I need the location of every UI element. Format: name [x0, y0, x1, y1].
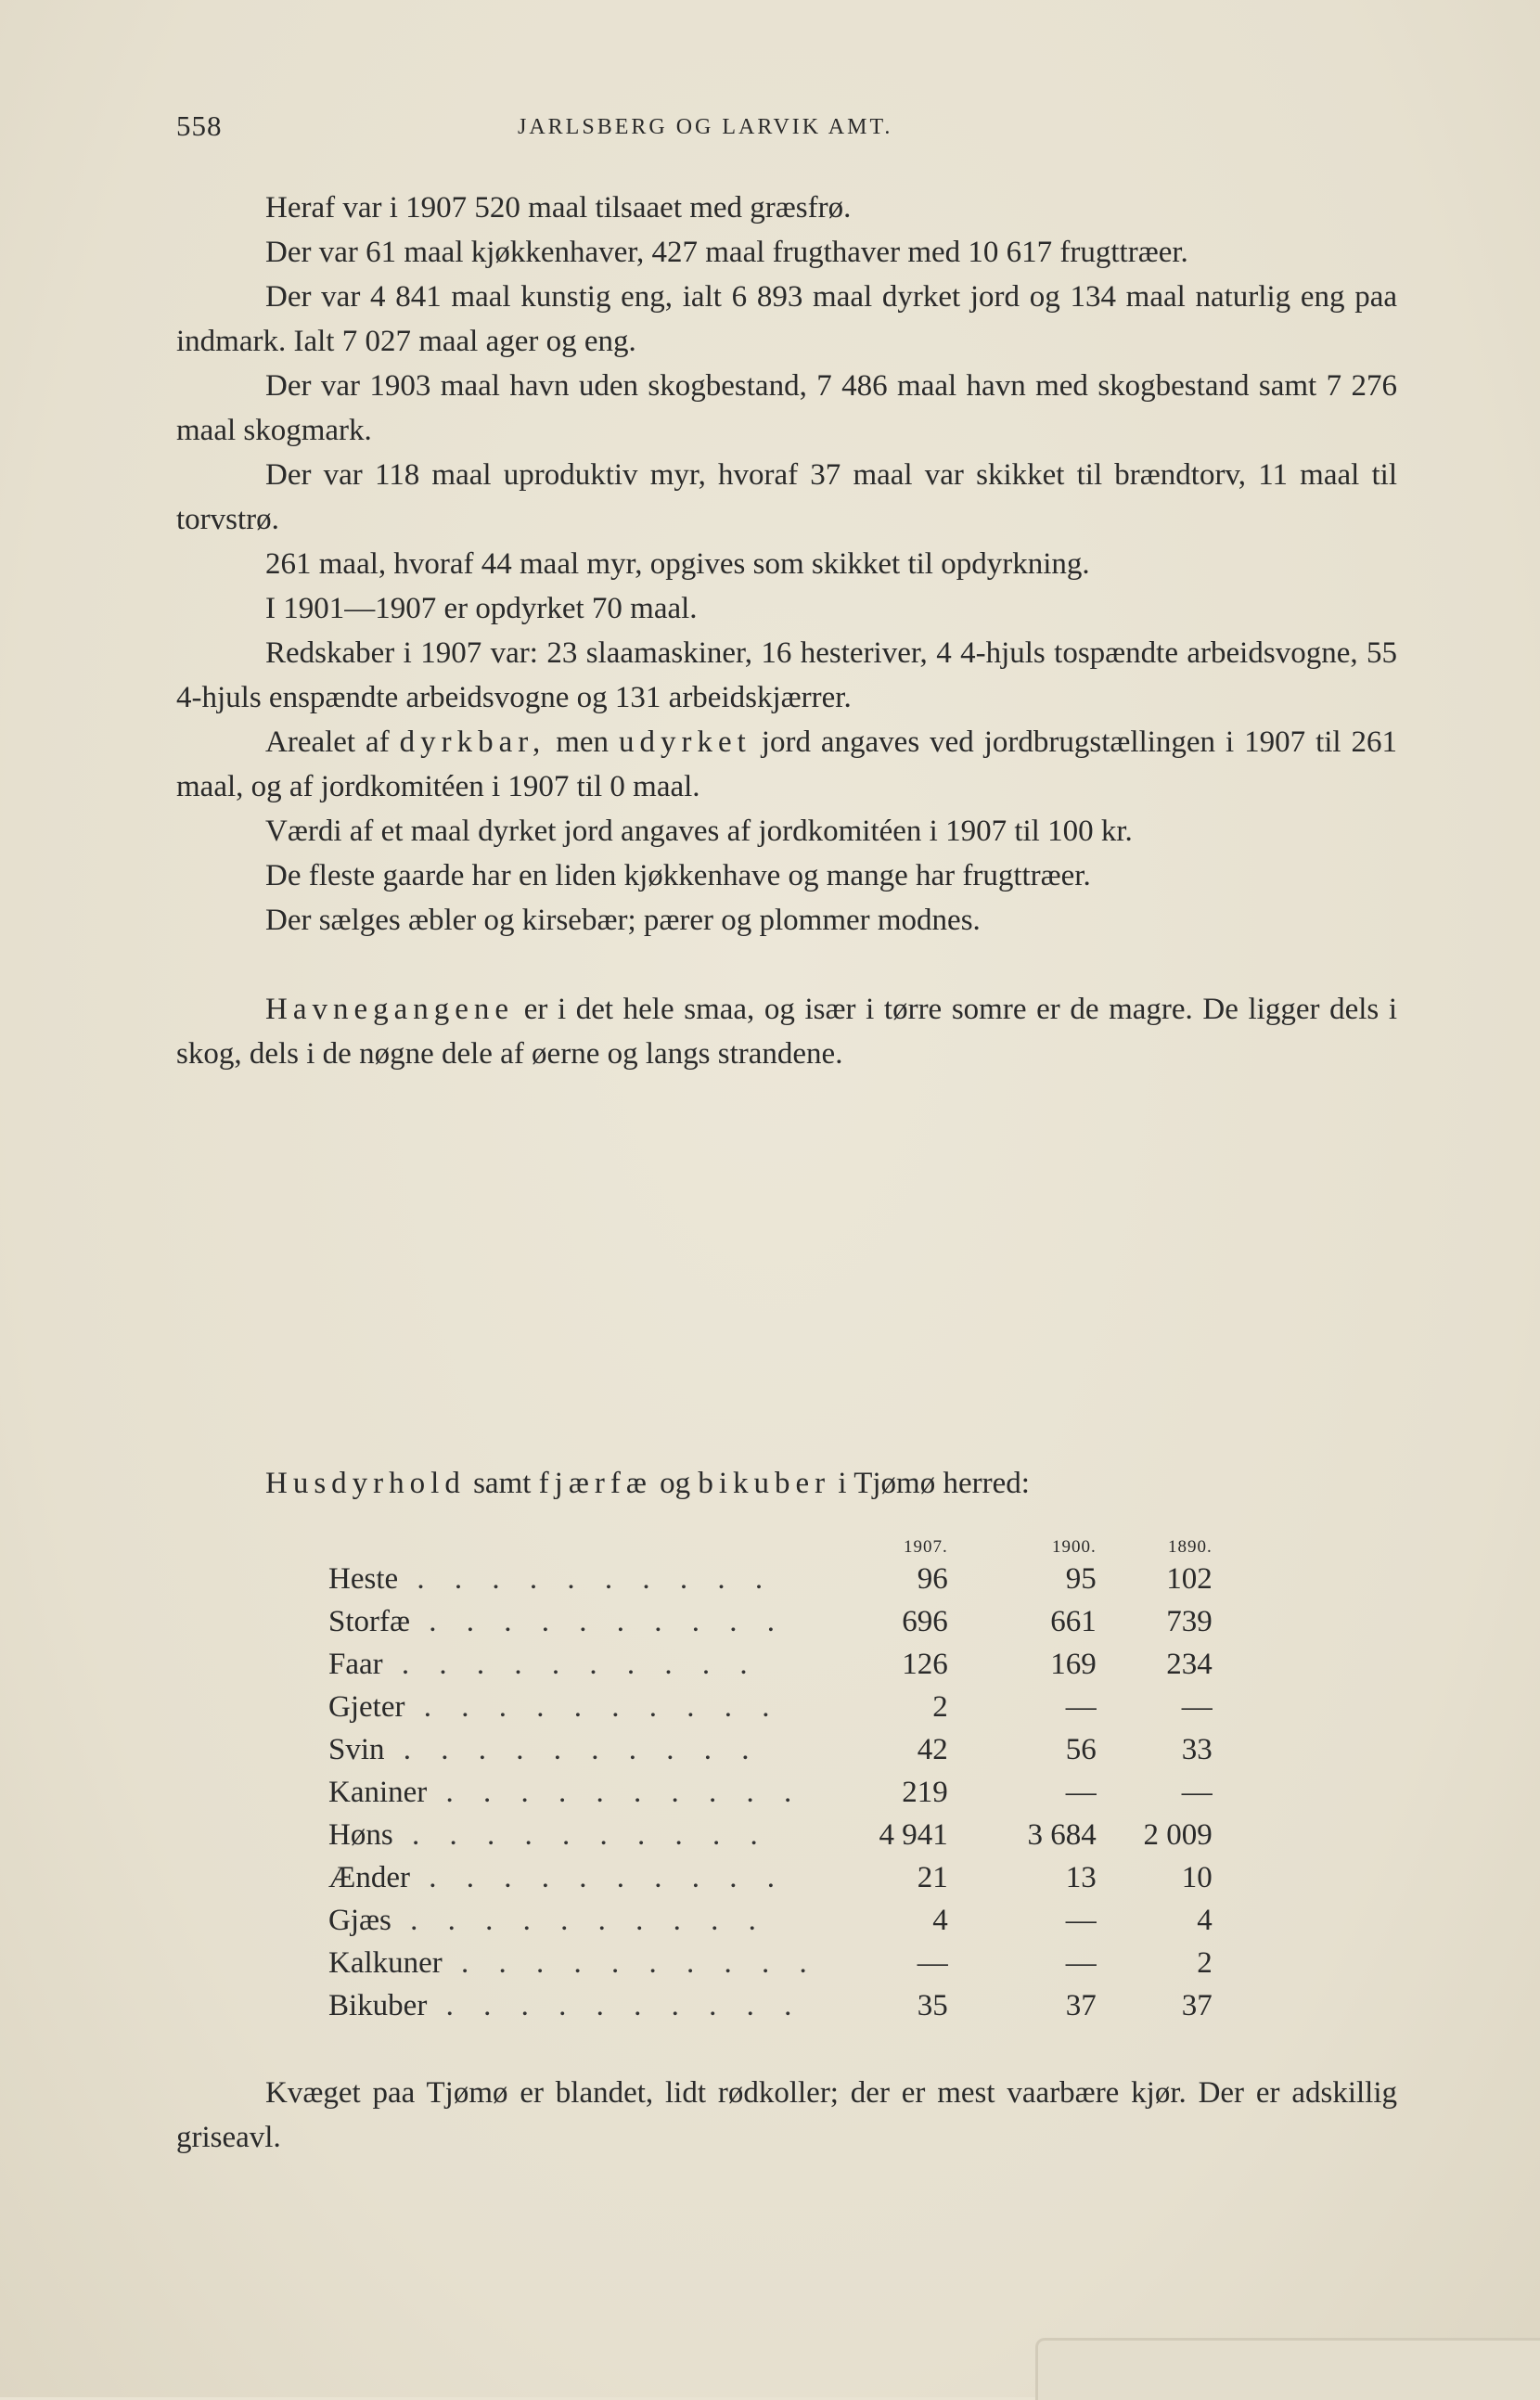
table-row: [328, 1984, 1213, 2027]
cell-1900: —: [1065, 1775, 1097, 1809]
cell-1890: 234: [1166, 1647, 1213, 1681]
body-text: [176, 186, 1397, 1076]
cell-1900: —: [1065, 1903, 1097, 1937]
row-label: Kalkuner: [328, 1945, 443, 1980]
table-row: [328, 1856, 1213, 1899]
row-label: Ænder: [328, 1860, 410, 1894]
cell-1900: 661: [1050, 1604, 1097, 1638]
cell-1900: 169: [1050, 1647, 1097, 1681]
row-label-cell: Gjæs . . . . . . . . . .: [328, 1903, 767, 1937]
table-header-row: [328, 1528, 1213, 1558]
table-row: [328, 1899, 1213, 1942]
row-label: Kaniner: [328, 1775, 428, 1809]
cell-1900: —: [1065, 1945, 1097, 1980]
row-label: Høns: [328, 1817, 393, 1852]
cell-1907: 4 941: [879, 1817, 948, 1852]
table-row: [328, 1600, 1213, 1643]
row-label-cell: Svin . . . . . . . . . .: [328, 1732, 761, 1766]
row-label-cell: Kalkuner . . . . . . . . . .: [328, 1945, 818, 1980]
cell-1907: 696: [902, 1604, 948, 1638]
cell-1900: 13: [1065, 1860, 1097, 1894]
row-label: Gjeter: [328, 1689, 405, 1724]
row-label: Svin: [328, 1732, 385, 1766]
row-label: Storfæ: [328, 1604, 411, 1638]
livestock-table: [328, 1528, 1213, 2027]
cell-1907: 126: [902, 1647, 948, 1681]
page-edge-shadow: [1035, 2338, 1540, 2400]
row-label-cell: Gjeter . . . . . . . . . .: [328, 1689, 781, 1724]
closing-text: [176, 2071, 1397, 2160]
table-row: [328, 1643, 1213, 1686]
row-label-cell: Bikuber . . . . . . . . . .: [328, 1988, 803, 2022]
paragraph: Værdi af et maal dyrket jord angaves af jordkomitéen i 1907 til 100 kr.: [265, 815, 1133, 848]
table-row: [328, 1728, 1213, 1771]
page-number: 558: [176, 109, 223, 142]
paragraph-havnegangene: Havnegangene er i det hele smaa, og især i tørre somre er de magre. De ligger dels i skog, dels i de nøgne dele af øerne og langs strandene.: [176, 993, 1398, 1071]
cell-1900: 95: [1065, 1561, 1097, 1596]
cell-1890: 2: [1197, 1945, 1213, 1980]
cell-1890: 10: [1181, 1860, 1213, 1894]
cell-1900: 3 684: [1027, 1817, 1097, 1852]
cell-1907: 2: [932, 1689, 948, 1724]
paragraph: Der var 1903 maal havn uden skogbestand, 7 486 maal havn med skogbestand samt 7 276 maal skogmark.: [176, 369, 1397, 447]
cell-1907: —: [917, 1945, 948, 1980]
row-label-cell: Kaniner . . . . . . . . . .: [328, 1775, 803, 1809]
paragraph: Redskaber i 1907 var: 23 slaamaskiner, 16 hesteriver, 4 4-hjuls tospændte arbeidsvogne, 55 4-hjuls enspændte arbeidsvogne og 131 arbeidskjærrer.: [176, 636, 1397, 714]
emphasis-dyrkbar: dyrkbar,: [399, 725, 546, 759]
row-label: Gjæs: [328, 1903, 391, 1937]
column-header-1890: 1890.: [1168, 1537, 1213, 1557]
cell-1907: 21: [917, 1860, 948, 1894]
table-row: [328, 1686, 1213, 1728]
paragraph: Der var 4 841 maal kunstig eng, ialt 6 893 maal dyrket jord og 134 maal naturlig eng paa indmark. Ialt 7 027 maal ager og eng.: [176, 280, 1397, 358]
row-label-cell: Heste . . . . . . . . . .: [328, 1561, 775, 1596]
cell-1890: 4: [1197, 1903, 1213, 1937]
column-header-1900: 1900.: [1052, 1537, 1097, 1557]
row-label-cell: Ænder . . . . . . . . . .: [328, 1860, 786, 1894]
page-header: [176, 109, 1397, 147]
row-label-cell: Storfæ . . . . . . . . . .: [328, 1604, 787, 1638]
paragraph: De fleste gaarde har en liden kjøkkenhave og mange har frugttræer.: [265, 859, 1091, 892]
cell-1907: 4: [932, 1903, 948, 1937]
cell-1900: —: [1065, 1689, 1097, 1724]
running-head: JARLSBERG OG LARVIK AMT.: [518, 115, 893, 139]
table-row: [328, 1814, 1213, 1856]
cell-1890: —: [1181, 1689, 1213, 1724]
paragraph: Der sælges æbler og kirsebær; pærer og plommer modnes.: [265, 904, 981, 937]
paragraph: Heraf var i 1907 520 maal tilsaaet med græsfrø.: [265, 191, 852, 225]
cell-1890: 2 009: [1143, 1817, 1213, 1852]
cell-1907: 42: [917, 1732, 948, 1766]
row-label: Faar: [328, 1647, 383, 1681]
cell-1890: 37: [1181, 1988, 1213, 2022]
cell-1907: 219: [902, 1775, 948, 1809]
row-label-cell: Høns . . . . . . . . . .: [328, 1817, 769, 1852]
table-title: Husdyrhold samt fjærfæ og bikuber i Tjømø herred:: [265, 1467, 1030, 1500]
table-row: [328, 1942, 1213, 1984]
paragraph: Kvæget paa Tjømø er blandet, lidt rødkoller; der er mest vaarbære kjør. Der er adskillig griseavl.: [176, 2076, 1397, 2154]
paragraph-dyrkbar: Arealet af dyrkbar, men udyrket jord angaves ved jordbrugstællingen i 1907 til 261 maal, og af jordkomitéen i 1907 til 0 maal.: [176, 725, 1398, 803]
row-label-cell: Faar . . . . . . . . . .: [328, 1647, 759, 1681]
livestock-section: [176, 1461, 1397, 2022]
cell-1890: —: [1181, 1775, 1213, 1809]
cell-1890: 739: [1166, 1604, 1213, 1638]
row-label: Bikuber: [328, 1988, 428, 2022]
cell-1907: 35: [917, 1988, 948, 2022]
paragraph: Der var 118 maal uproduktiv myr, hvoraf 37 maal var skikket til brændtorv, 11 maal til torvstrø.: [176, 458, 1397, 536]
paragraph: I 1901—1907 er opdyrket 70 maal.: [265, 592, 698, 625]
cell-1900: 56: [1065, 1732, 1097, 1766]
paragraph: Der var 61 maal kjøkkenhaver, 427 maal frugthaver med 10 617 frugttræer.: [265, 236, 1188, 269]
paragraph: 261 maal, hvoraf 44 maal myr, opgives som skikket til opdyrkning.: [265, 547, 1090, 581]
table-row: [328, 1558, 1213, 1600]
emphasis-havnegangene: Havnegangene: [265, 993, 515, 1026]
cell-1907: 96: [917, 1561, 948, 1596]
cell-1890: 102: [1166, 1561, 1213, 1596]
emphasis-udyrket: udyrket: [619, 725, 751, 759]
table-row: [328, 1771, 1213, 1814]
column-header-1907: 1907.: [904, 1537, 948, 1557]
cell-1890: 33: [1181, 1732, 1213, 1766]
row-label: Heste: [328, 1561, 399, 1596]
cell-1900: 37: [1065, 1988, 1097, 2022]
